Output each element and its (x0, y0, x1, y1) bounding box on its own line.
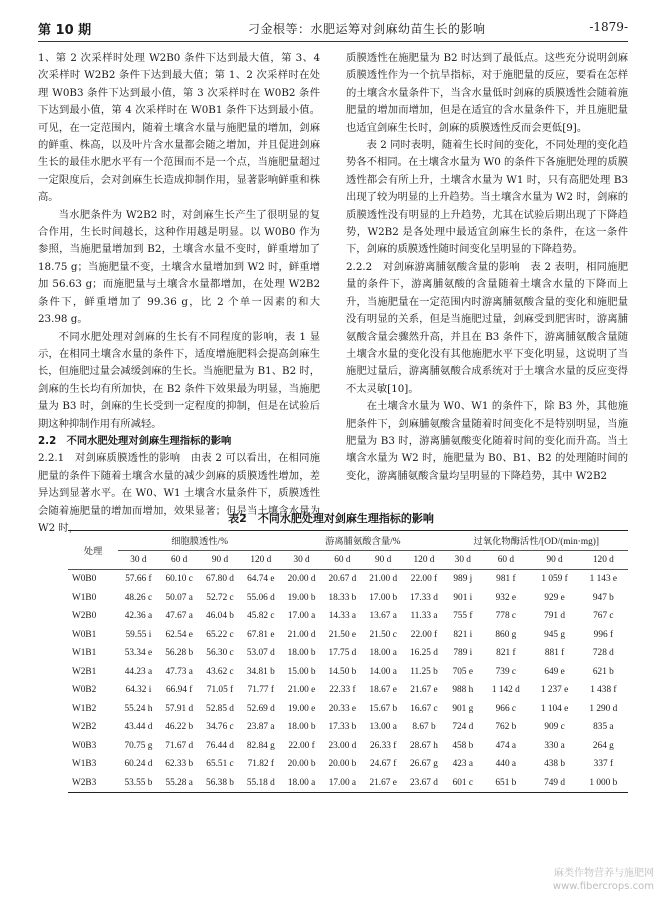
value-cell: 1 290 d (589, 703, 618, 714)
value-cell: 981 f (496, 574, 516, 585)
treatment-cell: W1B3 (72, 759, 97, 770)
value-cell: 43.62 c (206, 666, 234, 677)
value-cell: 929 e (544, 592, 565, 603)
paragraph: 不同水肥处理对剑麻的生长有不同程度的影响，表 1 显示，在相同土壤含水量的条件下，适度增施肥料会提高剑麻生长，但施肥过量会减缓剑麻的生长。当施肥量为 B1、B2 时，剑麻的生长均有所加快，在 B2 条件下效果最为明显，当施肥量为 B3 时，剑麻的生长受到一定程度的抑制，但是在试验后期这种抑制作用有所减轻。 (38, 330, 320, 430)
value-cell: 60.10 c (165, 574, 193, 585)
value-cell: 337 f (593, 759, 614, 770)
value-cell: 15.00 b (287, 666, 316, 677)
value-cell: 947 b (592, 592, 614, 603)
treatment-cell: W2B2 (72, 722, 97, 733)
value-cell: 821 f (496, 648, 516, 659)
value-cell: 767 c (593, 611, 614, 622)
value-cell: 11.25 b (410, 666, 438, 677)
day-header-cell: 60 d (322, 550, 363, 570)
value-cell: 21.00 e (287, 685, 316, 696)
value-cell: 34.76 c (206, 722, 234, 733)
table-row (68, 737, 628, 756)
value-cell: 23.67 d (404, 774, 445, 793)
value-cell: 60.24 d (124, 759, 153, 770)
value-cell: 14.50 b (328, 666, 357, 677)
row-header-cell: 处理 (68, 531, 118, 570)
value-cell: 57.91 d (165, 703, 194, 714)
value-cell: 996 f (593, 629, 614, 640)
value-cell: 14.33 a (328, 611, 357, 622)
value-cell: 55.24 h (124, 703, 153, 714)
day-header-cell: 120 d (240, 550, 281, 570)
value-cell: 70.75 g (124, 740, 153, 751)
value-cell: 16.67 c (410, 703, 438, 714)
value-cell: 55.18 d (240, 774, 281, 793)
day-header-cell: 90 d (363, 550, 404, 570)
treatment-cell: W1B0 (72, 592, 97, 603)
value-cell: 46.04 b (206, 611, 234, 622)
value-cell: 835 a (593, 722, 614, 733)
value-cell: 966 c (495, 703, 517, 714)
value-cell: 62.54 e (165, 629, 193, 640)
value-cell: 724 d (452, 722, 474, 733)
day-header-cell: 30 d (281, 550, 322, 570)
treatment-cell: W2B0 (72, 611, 97, 622)
value-cell: 860 g (495, 629, 517, 640)
value-cell: 56.30 c (206, 648, 234, 659)
value-cell: 778 c (495, 611, 517, 622)
value-cell: 53.07 d (246, 648, 275, 659)
watermark (553, 867, 654, 893)
value-cell: 45.82 c (247, 611, 275, 622)
watermark-line: 麻类作物营养与施肥网 (554, 868, 654, 879)
table-day-row (68, 550, 628, 570)
value-cell: 21.67 e (363, 774, 404, 793)
value-cell: 1 104 e (540, 703, 569, 714)
day-header-cell: 90 d (200, 550, 241, 570)
value-cell: 909 c (544, 722, 565, 733)
table-body (68, 570, 628, 793)
value-cell: 881 f (544, 648, 565, 659)
running-header (38, 17, 628, 39)
value-cell: 749 d (530, 774, 578, 793)
subsection-paragraph: 2.2.1 对剑麻质膜透性的影响 由表 2 可以看出，在相同施肥量的条件下随着土壤含水量的减少剑麻的质膜透性增加，差异达到显著水平。在 W0、W1 土壤含水量条件下，质膜透性会随着施肥量的增加而增加，效果显著；但是当土壤含水量为 W2 时， (38, 452, 320, 534)
value-cell: 47.73 a (165, 666, 193, 677)
value-cell: 755 f (453, 611, 473, 622)
value-cell: 17.33 b (328, 722, 357, 733)
value-cell: 23.87 a (247, 722, 275, 733)
value-cell: 20.00 b (287, 759, 316, 770)
value-cell: 19.00 e (287, 703, 316, 714)
value-cell: 34.81 b (246, 666, 275, 677)
value-cell: 76.44 d (206, 740, 234, 751)
value-cell: 64.74 e (247, 574, 275, 585)
day-header-cell: 30 d (444, 550, 481, 570)
value-cell: 52.72 c (206, 592, 234, 603)
section-heading: 2.2 不同水肥处理对剑麻生理指标的影响 (38, 434, 232, 447)
value-cell: 989 j (453, 574, 473, 585)
table-row (68, 570, 628, 589)
value-cell: 440 a (495, 759, 517, 770)
value-cell: 18.00 b (287, 722, 316, 733)
value-cell: 11.33 a (410, 611, 438, 622)
treatment-cell: W2B3 (68, 774, 118, 793)
value-cell: 16.25 d (410, 648, 438, 659)
value-cell: 1 000 b (579, 774, 628, 793)
value-cell: 56.28 b (165, 648, 194, 659)
value-cell: 18.00 a (281, 774, 322, 793)
value-cell: 789 i (453, 648, 473, 659)
day-header-cell: 60 d (481, 550, 530, 570)
table-row (68, 700, 628, 719)
value-cell: 71.05 f (206, 685, 234, 696)
page-number: -1879- (589, 20, 628, 34)
value-cell: 67.81 e (247, 629, 275, 640)
value-cell: 43.44 d (124, 722, 153, 733)
value-cell: 71.67 d (165, 740, 194, 751)
table-caption: 表2 不同水肥处理对剑麻生理指标的影响 (228, 512, 434, 525)
value-cell: 46.22 b (165, 722, 194, 733)
group-header-proline: 游离脯氨酸含量/% (281, 531, 444, 551)
treatment-cell: W1B1 (72, 648, 97, 659)
value-cell: 18.00 a (369, 648, 397, 659)
value-cell: 65.51 c (206, 759, 234, 770)
subsection-paragraph: 2.2.2 对剑麻游离脯氨酸含量的影响 表 2 表明，相同施肥量的条件下，游离脯氨酸的含量随着土壤含水量的下降而上升，当施肥量在一定范围内时游离脯氨酸含量的变化和施肥量没有明显的关系，但是当施肥过量，剑麻受到肥害时，游离脯氨酸含量会骤然升高，并且在 B3 条件下，游离脯氨酸含量随土壤含水量的变化没有其他施肥水平下变化明显，这说明了当施肥过量后，游离脯氨酸合成系统对于土壤含水量的反应变得不太灵敏[10]。 (346, 260, 628, 395)
value-cell: 17.00 a (322, 774, 363, 793)
value-cell: 20.67 d (328, 574, 357, 585)
value-cell: 22.00 f (288, 740, 315, 751)
value-cell: 728 d (592, 648, 614, 659)
value-cell: 13.67 a (369, 611, 397, 622)
value-cell: 55.28 a (159, 774, 200, 793)
value-cell: 48.26 c (124, 592, 153, 603)
treatment-cell: W0B1 (72, 629, 97, 640)
value-cell: 21.00 d (287, 629, 316, 640)
value-cell: 20.33 e (328, 703, 357, 714)
value-cell: 739 c (495, 666, 517, 677)
day-header-cell: 90 d (530, 550, 578, 570)
value-cell: 56.38 b (200, 774, 241, 793)
left-column (38, 50, 320, 534)
value-cell: 18.00 b (287, 648, 316, 659)
value-cell: 20.00 d (287, 574, 316, 585)
table-row (68, 718, 628, 737)
value-cell: 23.00 d (328, 740, 357, 751)
value-cell: 18.67 e (369, 685, 397, 696)
value-cell: 82.84 g (246, 740, 275, 751)
watermark-line: www.fibercrops.com (552, 881, 654, 892)
value-cell: 901 i (453, 592, 473, 603)
value-cell: 26.33 f (370, 740, 397, 751)
value-cell: 649 e (544, 666, 565, 677)
group-header-peroxidase: 过氧化物酶活性/[OD/(min·mg)] (444, 531, 628, 551)
value-cell: 423 a (452, 759, 474, 770)
data-table (68, 530, 628, 793)
table-row (68, 589, 628, 608)
value-cell: 17.33 d (410, 592, 438, 603)
value-cell: 1 143 e (589, 574, 618, 585)
value-cell: 1 438 f (590, 685, 617, 696)
value-cell: 50.07 a (165, 592, 193, 603)
table-header-row (68, 531, 628, 551)
value-cell: 67.80 d (206, 574, 234, 585)
value-cell: 71.77 f (247, 685, 274, 696)
day-header-cell: 30 d (118, 550, 159, 570)
table-row (68, 607, 628, 626)
value-cell: 705 e (452, 666, 474, 677)
value-cell: 21.00 d (369, 574, 398, 585)
value-cell: 13.00 a (369, 722, 397, 733)
value-cell: 601 c (444, 774, 481, 793)
value-cell: 330 a (544, 740, 565, 751)
treatment-cell: W0B0 (72, 574, 97, 585)
paragraph: 表 2 同时表明，随着生长时间的变化，不同处理的变化趋势各不相同。在土壤含水量为 W0 的条件下各施肥处理的质膜透性都会有所上升，土壤含水量为 W1 时，只有高肥处理 B3 出现了较为明显的上升趋势。当土壤含水量为 W2 时，剑麻的质膜透性没有明显的上升趋势，尤其在试验后期出现了下降趋势，W2B2 是各处理中最适宜剑麻生长的条件，在这一条件下，剑麻的质膜透性随时间变化呈明显的下降趋势。 (346, 139, 628, 256)
value-cell: 26.67 g (410, 759, 438, 770)
value-cell: 20.00 b (328, 759, 357, 770)
treatment-cell: W0B2 (72, 685, 97, 696)
table-row (68, 681, 628, 700)
table-row (68, 663, 628, 682)
value-cell: 15.67 b (369, 703, 398, 714)
value-cell: 21.50 c (369, 629, 397, 640)
value-cell: 474 a (495, 740, 517, 751)
value-cell: 22.00 f (410, 629, 438, 640)
paragraph: 1、第 2 次采样时处理 W2B0 条件下达到最大值，第 3、4 次采样时 W2B2 条件下达到最大值；第 1、2 次采样时在处理 W0B3 条件下达到最小值，第 3 次采样时在 W0B2 条件下达到最小值，第 4 次采样时在 W0B1 条件下达到最小值。可见，在一定范围内，随着土壤含水量与施肥量的增加，剑麻的鲜重、株高，以及叶片含水量都会随之增加，并且促进剑麻生长的最佳水肥水平有一个范围而不是一个点，当施肥量超过一定限度后，会对剑麻生长造成抑制作用，显著影响鲜重和株高。 (38, 52, 320, 204)
value-cell: 8.67 b (412, 722, 436, 733)
value-cell: 651 b (481, 774, 530, 793)
value-cell: 65.22 c (206, 629, 234, 640)
value-cell: 932 e (495, 592, 517, 603)
value-cell: 42.36 a (124, 611, 153, 622)
value-cell: 66.94 f (166, 685, 193, 696)
value-cell: 64.32 i (125, 685, 152, 696)
value-cell: 17.00 b (369, 592, 398, 603)
value-cell: 1 059 f (541, 574, 568, 585)
value-cell: 53.34 e (124, 648, 153, 659)
right-column (346, 50, 628, 490)
table-row (68, 626, 628, 645)
value-cell: 24.67 f (370, 759, 397, 770)
day-header-cell: 120 d (579, 550, 628, 570)
value-cell: 57.66 f (125, 574, 152, 585)
value-cell: 264 g (592, 740, 614, 751)
value-cell: 44.23 a (124, 666, 153, 677)
value-cell: 21.67 e (410, 685, 438, 696)
value-cell: 17.00 a (287, 611, 316, 622)
table-row (68, 644, 628, 663)
paragraph: 质膜透性在施肥量为 B2 时达到了最低点。这些充分说明剑麻质膜透性作为一个抗旱指标，对于施肥量的反应，要看在怎样的土壤含水量条件下，当含水量低时剑麻的质膜透性会随着施肥量的增加而增加，但是在适宜的含水量条件下，并且施肥量也适宜剑麻生长时，剑麻的质膜透性反而会更低[9]。 (346, 52, 628, 134)
value-cell: 59.55 i (125, 629, 152, 640)
issue-number: 第 10 期 (38, 23, 92, 38)
treatment-cell: W2B1 (72, 666, 97, 677)
value-cell: 945 g (544, 629, 566, 640)
value-cell: 1 237 e (540, 685, 569, 696)
value-cell: 22.00 f (410, 574, 438, 585)
value-cell: 621 b (592, 666, 614, 677)
value-cell: 18.33 b (328, 592, 357, 603)
value-cell: 14.00 a (369, 666, 397, 677)
header-rule (38, 41, 628, 42)
value-cell: 988 h (452, 685, 474, 696)
value-cell: 53.55 b (118, 774, 159, 793)
value-cell: 458 b (452, 740, 474, 751)
value-cell: 28.67 h (410, 740, 438, 751)
value-cell: 52.85 d (206, 703, 234, 714)
group-header-membrane: 细胞膜透性/% (118, 531, 281, 551)
value-cell: 62.33 b (165, 759, 194, 770)
value-cell: 52.69 d (246, 703, 275, 714)
value-cell: 762 b (495, 722, 517, 733)
running-title: 刁金根等：水肥运筹对剑麻幼苗生长的影响 (248, 22, 486, 36)
value-cell: 791 d (544, 611, 566, 622)
value-cell: 71.82 f (247, 759, 274, 770)
value-cell: 1 142 d (491, 685, 520, 696)
treatment-cell: W0B3 (72, 740, 97, 751)
day-header-cell: 120 d (404, 550, 445, 570)
value-cell: 821 i (453, 629, 473, 640)
treatment-cell: W1B2 (72, 703, 97, 714)
value-cell: 19.00 b (287, 592, 316, 603)
value-cell: 22.33 f (329, 685, 356, 696)
paragraph: 在土壤含水量为 W0、W1 的条件下，除 B3 外，其他施肥条件下，剑麻脯氨酸含量随着时间变化不是特别明显，当施肥量为 B3 时，游离脯氨酸变化随着时间的变化而升高。当土壤含水量为 W2 时，施肥量为 B0、B1、B2 的处理随时间的变化，游离脯氨酸含量均呈明显的下降趋势，其中 W2B2 (346, 400, 628, 482)
value-cell: 901 g (452, 703, 474, 714)
value-cell: 55.06 d (246, 592, 275, 603)
table-row (68, 755, 628, 774)
table-row (68, 774, 628, 793)
value-cell: 47.67 a (165, 611, 193, 622)
value-cell: 438 b (544, 759, 566, 770)
value-cell: 17.75 d (328, 648, 357, 659)
day-header-cell: 60 d (159, 550, 200, 570)
value-cell: 21.50 e (328, 629, 357, 640)
paragraph: 当水肥条件为 W2B2 时，对剑麻生长产生了很明显的复合作用，生长时间越长，这种作用越是明显。以 W0B0 作为参照，当施肥量增加到 B2，土壤含水量不变时，鲜重增加了 18.75 g；当施肥量不变，土壤含水量增加到 W2 时，鲜重增加 56.63 g；而施肥量与土壤含水量都增加，在处理 W2B2 条件下，鲜重增加了 99.36 g，比 2 个单一因素的和大 23.98 g。 (38, 208, 320, 326)
